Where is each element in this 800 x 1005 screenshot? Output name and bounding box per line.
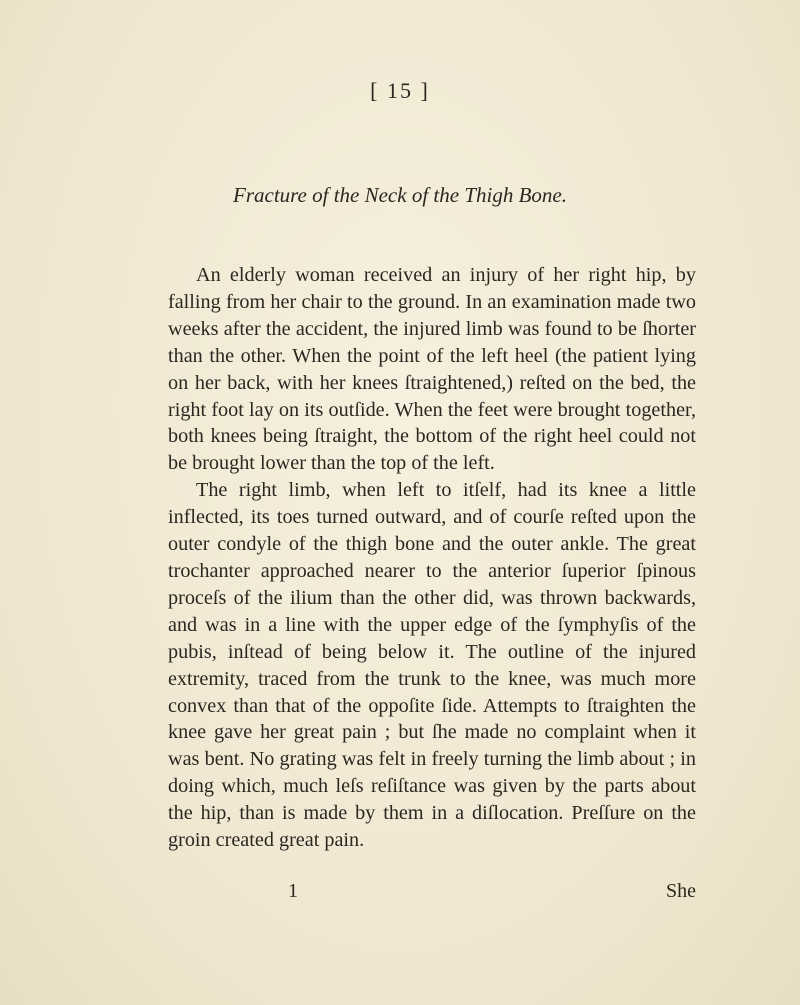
page-number: [ 15 ] [370,78,430,103]
paragraph-1: An elderly woman received an injury of her right hip, by falling from her chair to the ground. In an examination made two weeks after the accident, the injured limb was found to be ſhorter than the other. When the point of the left heel (the patient lying on her back, with her knees ſtraightened,) reſted on the bed, the right foot lay on its outſide. When the feet were brought together, both knees being ſtraight, the bottom of the right heel could not be brought lower than the top of the left. [168,264,696,475]
page-footer [168,880,696,908]
body-text [168,262,696,854]
signature-mark: 1 [288,880,298,902]
section-heading: Fracture of the Neck of the Thigh Bone. [233,183,567,207]
catchword: She [666,880,696,902]
paragraph-2: The right limb, when left to itſelf, had its knee a little inflected, its toes turned outward, and of courſe reſted upon the outer condyle of the thigh bone and the outer ankle. The great trochanter approached nearer to the anterior ſuperior ſpinous proceſs of the ilium than the other did, was thrown backwards, and was in a line with the upper edge of the ſymphyſis of the pubis, inſtead of being below it. The outline of the injured extremity, traced from the trunk to the knee, was much more convex than that of the oppoſite ſide. Attempts to ſtraighten the knee gave her great pain ; but ſhe made no complaint when it was bent. No grating was felt in freely turning the limb about ; in doing which, much leſs reſiſtance was given by the parts about the hip, than is made by them in a diſlocation. Preſſure on the groin created great pain. [168,479,696,852]
